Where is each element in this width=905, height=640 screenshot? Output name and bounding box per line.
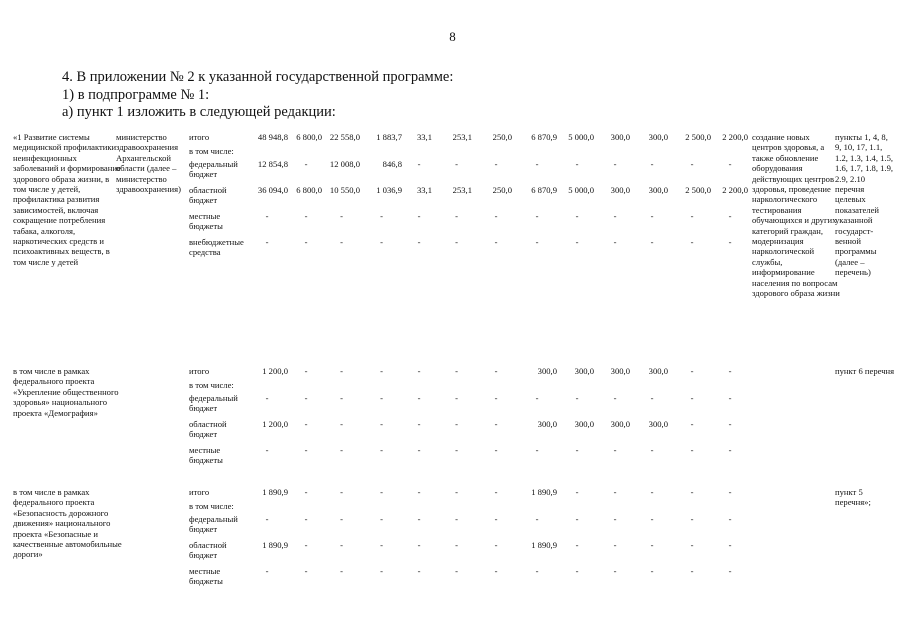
funding-value: - bbox=[455, 159, 458, 169]
funding-value: 1 883,7 bbox=[376, 132, 402, 142]
funding-value: 300,0 bbox=[574, 419, 594, 429]
funding-value: 1 200,0 bbox=[262, 366, 288, 376]
funding-value: - bbox=[304, 211, 308, 221]
funding-value: - bbox=[340, 366, 343, 376]
funding-value: 33,1 bbox=[416, 132, 432, 142]
funding-value: - bbox=[535, 514, 539, 524]
funding-value: - bbox=[380, 566, 383, 576]
funding-value: - bbox=[265, 514, 269, 524]
funding-value: 2 500,0 bbox=[685, 185, 711, 195]
funding-value: 300,0 bbox=[537, 366, 557, 376]
funding-value: - bbox=[690, 419, 694, 429]
funding-value: - bbox=[304, 540, 308, 550]
funding-source: областной бюджет bbox=[189, 185, 227, 206]
funding-value: - bbox=[455, 514, 458, 524]
funding-value: - bbox=[304, 514, 308, 524]
funding-value: - bbox=[690, 159, 694, 169]
funding-value: - bbox=[535, 566, 539, 576]
funding-value: - bbox=[494, 514, 498, 524]
funding-value: - bbox=[728, 237, 732, 247]
funding-value: - bbox=[455, 487, 458, 497]
funding-value: - bbox=[304, 566, 308, 576]
funding-value: - bbox=[650, 540, 654, 550]
funding-source: в том числе: bbox=[189, 380, 234, 390]
funding-value: - bbox=[304, 159, 308, 169]
measure-name: «1 Развитие системы медицинской профилактики неинфекционных заболеваний и формирование здорового образа жизни, в том числе у детей, профилактика развития зависимостей, включая сокращение потребления табака, алкоголя, наркотических средств и психоактивных веществ, в том числе у детей bbox=[13, 132, 121, 267]
funding-value: - bbox=[380, 445, 383, 455]
funding-value: - bbox=[455, 540, 458, 550]
funding-value: - bbox=[728, 159, 732, 169]
funding-value: - bbox=[650, 487, 654, 497]
funding-value: - bbox=[728, 393, 732, 403]
funding-value: - bbox=[494, 445, 498, 455]
funding-value: - bbox=[340, 445, 343, 455]
funding-value: 33,1 bbox=[416, 185, 432, 195]
funding-value: 300,0 bbox=[648, 366, 668, 376]
funding-value: - bbox=[265, 211, 269, 221]
funding-value: - bbox=[417, 540, 421, 550]
funding-value: 1 890,9 bbox=[531, 487, 557, 497]
funding-value: 1 036,9 bbox=[376, 185, 402, 195]
funding-value: 300,0 bbox=[648, 185, 668, 195]
funding-value: - bbox=[613, 487, 617, 497]
funding-value: - bbox=[417, 237, 421, 247]
funding-value: - bbox=[417, 211, 421, 221]
funding-value: 250,0 bbox=[492, 132, 512, 142]
funding-value: - bbox=[417, 487, 421, 497]
funding-value: 1 200,0 bbox=[262, 419, 288, 429]
funding-value: - bbox=[575, 487, 579, 497]
funding-value: 300,0 bbox=[610, 366, 630, 376]
funding-source: областной бюджет bbox=[189, 540, 227, 561]
funding-value: - bbox=[690, 393, 694, 403]
funding-value: - bbox=[613, 566, 617, 576]
heading-line-2: 1) в подпрограмме № 1: bbox=[62, 87, 210, 103]
funding-value: - bbox=[575, 540, 579, 550]
funding-value: - bbox=[690, 566, 694, 576]
indicator-reference: пункт 6 перечня bbox=[835, 366, 895, 376]
indicator-reference: пункт 5 перечня»; bbox=[835, 487, 871, 508]
funding-value: - bbox=[575, 514, 579, 524]
funding-value: - bbox=[535, 445, 539, 455]
funding-value: - bbox=[650, 237, 654, 247]
funding-value: - bbox=[455, 237, 458, 247]
funding-value: - bbox=[690, 237, 694, 247]
funding-value: - bbox=[613, 237, 617, 247]
funding-value: - bbox=[613, 211, 617, 221]
funding-value: - bbox=[650, 445, 654, 455]
funding-value: - bbox=[494, 237, 498, 247]
indicator-reference: пункты 1, 4, 8, 9, 10, 17, 1.1, 1.2, 1.3, 1.4, 1.5, 1.6, 1.7, 1.8, 1.9, 2.9, 2.10 перечня целевых показателей указанной государст-венной программы (далее – перечень) bbox=[835, 132, 894, 278]
funding-value: - bbox=[265, 566, 269, 576]
funding-value: - bbox=[494, 540, 498, 550]
funding-source: федеральный бюджет bbox=[189, 514, 238, 535]
funding-source: итого bbox=[189, 132, 210, 142]
funding-value: 48 948,8 bbox=[257, 132, 288, 142]
funding-source: местные бюджеты bbox=[189, 566, 223, 587]
funding-value: 22 558,0 bbox=[329, 132, 360, 142]
funding-value: - bbox=[455, 366, 458, 376]
funding-value: - bbox=[690, 366, 694, 376]
funding-value: 12 008,0 bbox=[329, 159, 360, 169]
funding-value: - bbox=[304, 419, 308, 429]
measure-name: в том числе в рамках федерального проекта «Безопасность дорожного движения» национального проекта «Безопасные и качественные автомобильные дороги» bbox=[13, 487, 122, 560]
funding-value: - bbox=[380, 487, 383, 497]
funding-value: - bbox=[690, 445, 694, 455]
funding-value: 6 800,0 bbox=[296, 132, 322, 142]
funding-value: - bbox=[265, 393, 269, 403]
funding-source: внебюджетные средства bbox=[189, 237, 244, 258]
funding-value: - bbox=[340, 514, 343, 524]
funding-value: - bbox=[650, 393, 654, 403]
funding-value: - bbox=[613, 393, 617, 403]
funding-source: в том числе: bbox=[189, 146, 234, 156]
funding-value: - bbox=[340, 237, 343, 247]
funding-value: - bbox=[417, 366, 421, 376]
funding-value: - bbox=[380, 393, 383, 403]
funding-value: - bbox=[728, 211, 732, 221]
funding-value: - bbox=[728, 540, 732, 550]
funding-value: - bbox=[613, 514, 617, 524]
funding-value: - bbox=[380, 540, 383, 550]
page-number: 8 bbox=[449, 29, 456, 44]
funding-value: 5 000,0 bbox=[568, 185, 594, 195]
funding-value: - bbox=[728, 419, 732, 429]
funding-value: 300,0 bbox=[610, 132, 630, 142]
funding-value: 5 000,0 bbox=[568, 132, 594, 142]
funding-value: - bbox=[575, 211, 579, 221]
funding-value: - bbox=[728, 445, 732, 455]
funding-value: - bbox=[690, 211, 694, 221]
funding-value: - bbox=[728, 487, 732, 497]
funding-value: - bbox=[304, 445, 308, 455]
funding-value: - bbox=[417, 566, 421, 576]
funding-value: - bbox=[340, 566, 343, 576]
funding-value: 846,8 bbox=[382, 159, 402, 169]
funding-value: - bbox=[417, 514, 421, 524]
funding-value: - bbox=[455, 393, 458, 403]
funding-value: 253,1 bbox=[452, 185, 472, 195]
executor-name: министерство здравоохранения Архангельской области (далее – министерство здравоохранения) bbox=[116, 132, 181, 195]
funding-value: - bbox=[380, 211, 383, 221]
funding-value: - bbox=[455, 211, 458, 221]
funding-value: 250,0 bbox=[492, 185, 512, 195]
funding-value: - bbox=[340, 393, 343, 403]
funding-value: - bbox=[575, 445, 579, 455]
funding-value: - bbox=[265, 445, 269, 455]
funding-value: - bbox=[340, 540, 343, 550]
funding-value: 1 890,9 bbox=[262, 487, 288, 497]
funding-value: - bbox=[575, 393, 579, 403]
funding-value: - bbox=[494, 419, 498, 429]
funding-value: - bbox=[417, 445, 421, 455]
heading-line-3: а) пункт 1 изложить в следующей редакции: bbox=[62, 104, 336, 120]
expected-result: создание новых центров здоровья, а также обновление оборудования действующих центров здоровья, проведение наркологического тестирования обучающихся и других категорий граждан, модернизация наркологической службы, информирование населения по вопросам здорового образа жизни bbox=[752, 132, 840, 299]
funding-value: - bbox=[494, 159, 498, 169]
funding-value: - bbox=[535, 237, 539, 247]
funding-value: - bbox=[650, 514, 654, 524]
funding-value: - bbox=[690, 487, 694, 497]
funding-value: 300,0 bbox=[610, 185, 630, 195]
funding-value: - bbox=[535, 393, 539, 403]
funding-value: - bbox=[494, 566, 498, 576]
funding-value: - bbox=[535, 211, 539, 221]
funding-value: 1 890,9 bbox=[531, 540, 557, 550]
funding-value: 300,0 bbox=[537, 419, 557, 429]
funding-value: - bbox=[613, 540, 617, 550]
funding-value: - bbox=[417, 159, 421, 169]
funding-value: 300,0 bbox=[648, 132, 668, 142]
funding-value: - bbox=[575, 566, 579, 576]
funding-source: местные бюджеты bbox=[189, 211, 223, 232]
funding-value: 6 870,9 bbox=[531, 185, 557, 195]
funding-value: 300,0 bbox=[648, 419, 668, 429]
funding-value: - bbox=[380, 514, 383, 524]
funding-value: 6 800,0 bbox=[296, 185, 322, 195]
funding-value: - bbox=[690, 514, 694, 524]
funding-value: 300,0 bbox=[574, 366, 594, 376]
funding-value: - bbox=[494, 366, 498, 376]
funding-value: - bbox=[265, 237, 269, 247]
funding-source: федеральный бюджет bbox=[189, 159, 238, 180]
funding-value: - bbox=[380, 366, 383, 376]
funding-value: 2 200,0 bbox=[722, 185, 748, 195]
funding-value: 1 890,9 bbox=[262, 540, 288, 550]
funding-value: - bbox=[650, 211, 654, 221]
funding-value: - bbox=[455, 419, 458, 429]
funding-value: - bbox=[340, 211, 343, 221]
funding-value: - bbox=[417, 419, 421, 429]
funding-value: - bbox=[650, 159, 654, 169]
funding-source: итого bbox=[189, 487, 210, 497]
funding-source: федеральный бюджет bbox=[189, 393, 238, 414]
funding-value: 12 854,8 bbox=[257, 159, 288, 169]
funding-source: в том числе: bbox=[189, 501, 234, 511]
funding-value: - bbox=[690, 540, 694, 550]
funding-source: областной бюджет bbox=[189, 419, 227, 440]
funding-value: - bbox=[455, 566, 458, 576]
funding-value: 253,1 bbox=[452, 132, 472, 142]
funding-value: 2 500,0 bbox=[685, 132, 711, 142]
funding-value: - bbox=[535, 159, 539, 169]
heading-line-1: 4. В приложении № 2 к указанной государственной программе: bbox=[62, 69, 454, 85]
funding-value: 300,0 bbox=[610, 419, 630, 429]
funding-value: - bbox=[613, 159, 617, 169]
funding-value: - bbox=[304, 237, 308, 247]
funding-value: - bbox=[575, 159, 579, 169]
funding-value: - bbox=[728, 514, 732, 524]
funding-value: 36 094,0 bbox=[257, 185, 288, 195]
funding-value: - bbox=[494, 393, 498, 403]
funding-value: - bbox=[340, 419, 343, 429]
funding-value: - bbox=[575, 237, 579, 247]
funding-value: 6 870,9 bbox=[531, 132, 557, 142]
measure-name: в том числе в рамках федерального проекта «Укрепление общественного здоровья» национального проекта «Демография» bbox=[13, 366, 119, 418]
funding-value: - bbox=[455, 445, 458, 455]
funding-value: - bbox=[613, 445, 617, 455]
funding-value: - bbox=[380, 237, 383, 247]
funding-value: - bbox=[304, 393, 308, 403]
funding-value: - bbox=[494, 487, 498, 497]
funding-value: - bbox=[728, 566, 732, 576]
funding-value: - bbox=[340, 487, 343, 497]
funding-value: - bbox=[650, 566, 654, 576]
funding-value: - bbox=[304, 366, 308, 376]
funding-value: - bbox=[304, 487, 308, 497]
funding-value: 10 550,0 bbox=[329, 185, 360, 195]
funding-source: местные бюджеты bbox=[189, 445, 223, 466]
funding-value: - bbox=[728, 366, 732, 376]
funding-value: - bbox=[380, 419, 383, 429]
funding-value: - bbox=[417, 393, 421, 403]
funding-value: 2 200,0 bbox=[722, 132, 748, 142]
funding-source: итого bbox=[189, 366, 210, 376]
funding-value: - bbox=[494, 211, 498, 221]
